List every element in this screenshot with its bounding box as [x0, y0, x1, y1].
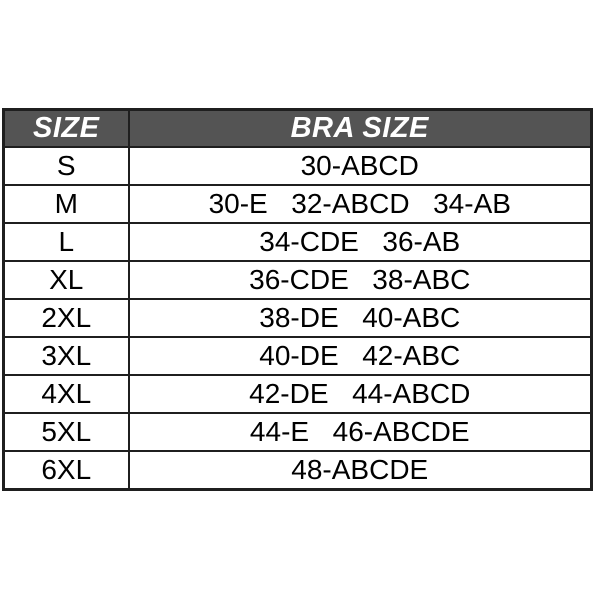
size-cell: L — [4, 223, 129, 261]
size-cell: S — [4, 147, 129, 185]
bra-size-cell: 42-DE 44-ABCD — [129, 375, 592, 413]
size-cell: M — [4, 185, 129, 223]
size-cell: 4XL — [4, 375, 129, 413]
bra-size-cell: 34-CDE 36-AB — [129, 223, 592, 261]
size-cell: XL — [4, 261, 129, 299]
bra-size-cell: 36-CDE 38-ABC — [129, 261, 592, 299]
size-cell: 2XL — [4, 299, 129, 337]
column-header-size: SIZE — [4, 110, 129, 147]
table-row — [4, 375, 592, 413]
bra-size-cell: 40-DE 42-ABC — [129, 337, 592, 375]
bra-size-cell: 48-ABCDE — [129, 451, 592, 490]
bra-size-cell: 44-E 46-ABCDE — [129, 413, 592, 451]
size-cell: 6XL — [4, 451, 129, 490]
bra-size-cell: 38-DE 40-ABC — [129, 299, 592, 337]
table-row — [4, 223, 592, 261]
table-row — [4, 337, 592, 375]
size-cell: 5XL — [4, 413, 129, 451]
size-chart-table — [2, 108, 593, 491]
table-row — [4, 261, 592, 299]
column-header-bra-size: BRA SIZE — [129, 110, 592, 147]
table-row — [4, 451, 592, 490]
table-row — [4, 185, 592, 223]
bra-size-cell: 30-E 32-ABCD 34-AB — [129, 185, 592, 223]
header-row — [4, 110, 592, 147]
table-row — [4, 147, 592, 185]
table-row — [4, 299, 592, 337]
table-row — [4, 413, 592, 451]
bra-size-cell: 30-ABCD — [129, 147, 592, 185]
size-cell: 3XL — [4, 337, 129, 375]
